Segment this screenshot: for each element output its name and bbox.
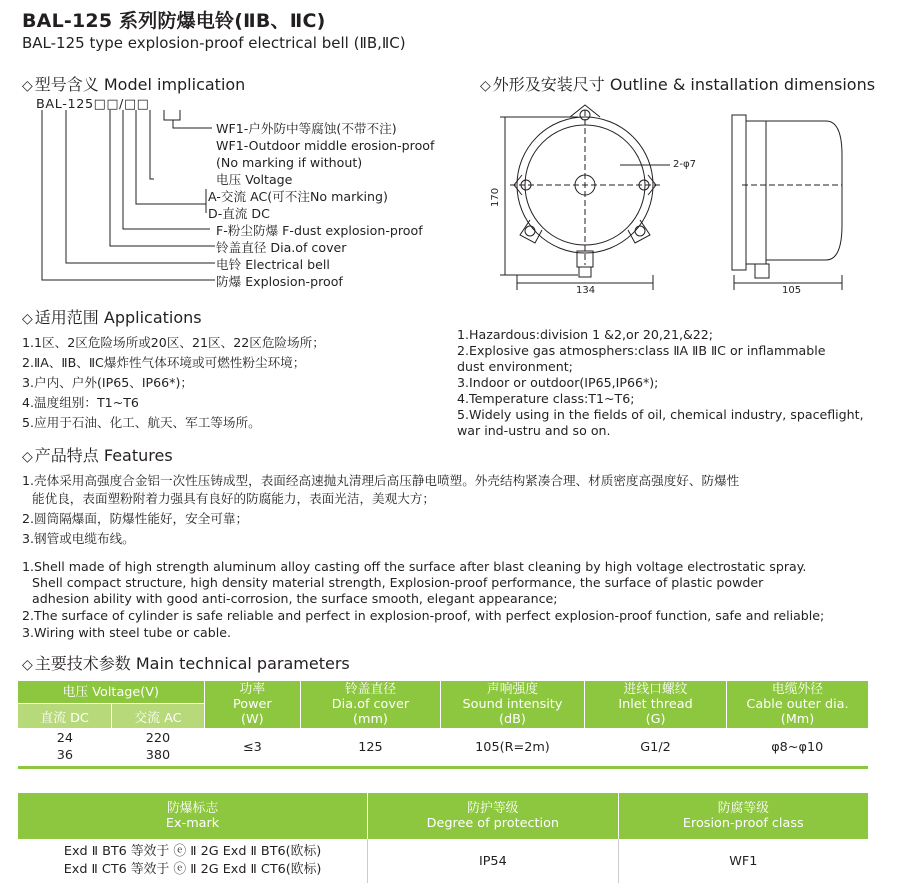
list-item: 1.Hazardous:division 1 &2,or 20,21,&22;: [457, 327, 714, 342]
params-table: [18, 681, 868, 769]
list-item: Shell compact structure, high density material strength, Explosion-proof performance, the surface of plastic powder: [32, 575, 764, 590]
thread-value: G1/2: [640, 739, 671, 755]
wf-value: WF1: [729, 853, 758, 869]
protection-header: 防护等级 Degree of protection: [368, 793, 618, 839]
outline-drawing: [480, 95, 880, 305]
dim-depth: 105: [782, 285, 802, 296]
model-heading: ◇ 型号含义 Model implication: [22, 75, 246, 94]
list-item: 2.圆筒隔爆面，防爆性能好，安全可靠；: [22, 511, 249, 526]
model-item: 防爆 Explosion-proof: [216, 274, 343, 289]
list-item: 3.Wiring with steel tube or cable.: [22, 625, 232, 640]
list-item: 2.Explosive gas atmosphers:class ⅡA ⅡB ⅡC or inflammable: [457, 343, 826, 358]
cable-header: 电缆外径 Cable outer dia. (Mm): [726, 681, 868, 728]
list-item: 3.Indoor or outdoor(IP65,IP66*);: [457, 375, 659, 390]
list-item: 3.钢管或电缆布线。: [22, 531, 135, 546]
page-title: BAL-125 系列防爆电铃(ⅡB、ⅡC): [22, 10, 326, 32]
model-item: A-交流 AC(可不注No marking): [208, 189, 388, 204]
dc-header: 直流 DC: [18, 704, 112, 729]
model-item: 电铃 Electrical bell: [216, 257, 330, 272]
features-heading: ◇ 产品特点 Features: [22, 446, 173, 465]
ip-value: IP54: [368, 839, 618, 883]
diamond-icon: ◇: [22, 78, 33, 94]
list-item: 1.1区、2区危险场所或20区、21区、22区危险场所；: [22, 335, 325, 350]
list-item: war ind-ustru and so on.: [457, 423, 611, 438]
exmark-header: 防爆标志 Ex-mark: [18, 793, 368, 839]
model-item: 铃盖直径 Dia.of cover: [216, 240, 347, 255]
list-item: 5.应用于石油、化工、航天、军工等场所。: [22, 415, 261, 430]
diamond-icon: ◇: [22, 657, 33, 673]
power-value: ≤3: [242, 739, 262, 755]
page-subtitle: BAL-125 type explosion-proof electrical bell (ⅡB,ⅡC): [22, 34, 406, 52]
dim-height: 170: [490, 187, 501, 207]
list-item: 1.壳体采用高强度合金铝一次性压铸成型，表面经高速抛丸清理后高压静电喷塑。外壳结构紧凑合理、材质密度高强度好、防爆性: [22, 473, 740, 488]
list-item: 3.户内、户外(IP65、IP66*)；: [22, 375, 193, 390]
model-code: BAL-125□□/□□: [36, 97, 150, 112]
list-item: 能优良，表面塑粉附着力强具有良好的防腐能力，表面光洁，美观大方；: [32, 491, 435, 506]
model-item: WF1-户外防中等腐蚀(不带不注): [216, 121, 397, 136]
model-item: F-粉尘防爆 F-dust explosion-proof: [216, 223, 423, 238]
model-item: WF1-Outdoor middle erosion-proof: [216, 138, 435, 153]
diamond-icon: ◇: [480, 78, 491, 94]
cover-header: 铃盖直径 Dia.of cover (mm): [301, 681, 441, 728]
exmark-table: [18, 793, 868, 883]
exmark-value: Exd Ⅱ BT6 等效于 ⓔ Ⅱ 2G Exd Ⅱ BT6(欧标) Exd Ⅱ CT6 等效于 ⓔ Ⅱ 2G Exd Ⅱ CT6(欧标): [18, 839, 368, 883]
list-item: 2.ⅡA、ⅡB、ⅡC爆炸性气体环境或可燃性粉尘环境；: [22, 355, 306, 370]
sound-header: 声响强度 Sound intensity (dB): [440, 681, 584, 728]
applications-heading: ◇ 适用范围 Applications: [22, 308, 202, 327]
list-item: adhesion ability with good anti-corrosion, the surface smooth, elegant appearance;: [32, 591, 558, 606]
dim-holes: 2-φ7: [673, 159, 696, 170]
erosion-header: 防腐等级 Erosion-proof class: [618, 793, 868, 839]
model-tree-lines: [30, 108, 230, 288]
thread-header: 进线口螺纹 Inlet thread (G): [585, 681, 727, 728]
diamond-icon: ◇: [22, 311, 33, 327]
model-item: (No marking if without): [216, 155, 363, 170]
sound-value: 105(R=2m): [475, 739, 550, 755]
model-item: D-直流 DC: [208, 206, 270, 221]
dc-values: 24 36: [56, 731, 74, 763]
cover-value: 125: [358, 739, 383, 755]
dim-width: 134: [576, 285, 596, 296]
outline-heading: ◇ 外形及安装尺寸 Outline & installation dimensions: [480, 75, 876, 94]
cable-value: φ8~φ10: [771, 739, 824, 755]
ac-values: 220 380: [145, 731, 171, 763]
list-item: dust environment;: [457, 359, 573, 374]
ac-header: 交流 AC: [112, 704, 204, 729]
list-item: 4.Temperature class:T1~T6;: [457, 391, 635, 406]
voltage-header: 电压 Voltage(V): [18, 681, 204, 704]
model-item: 电压 Voltage: [216, 172, 293, 187]
params-heading: ◇ 主要技术参数 Main technical parameters: [22, 654, 350, 673]
list-item: 4.温度组别：T1~T6: [22, 395, 139, 410]
power-header: 功率 Power (W): [204, 681, 300, 728]
list-item: 1.Shell made of high strength aluminum alloy casting off the surface after blast cleaning by high voltage electrostatic spray.: [22, 559, 807, 574]
list-item: 2.The surface of cylinder is safe reliable and perfect in explosion-proof, with perfect explosion-proof function, safe and reliable;: [22, 608, 825, 623]
diamond-icon: ◇: [22, 449, 33, 465]
list-item: 5.Widely using in the fields of oil, chemical industry, spaceflight,: [457, 407, 864, 422]
